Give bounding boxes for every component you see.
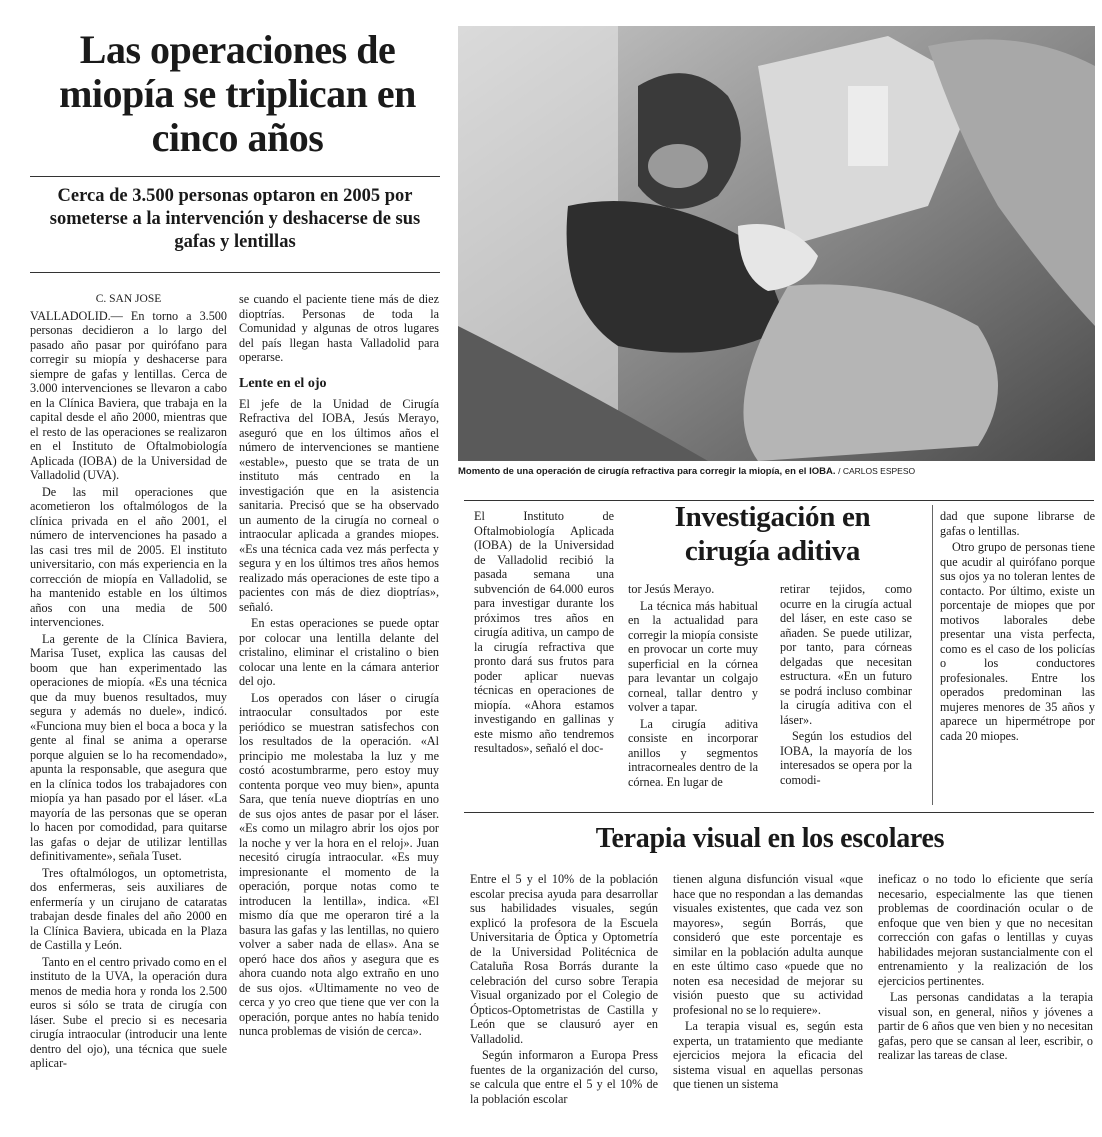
paragraph: La gerente de la Clínica Baviera, Marisa Tuset, explica las causas del boom que han experimentado las operaciones de miopía. «Es una técnica que da muy buenos resultados, muy segura y además no duele», indicó. «Funciona muy bien el boca a boca y la gente al final se anima a operarse porque alguien se lo ha recomendado», apunta la responsable, que asegura que en la clínica todos los trabajadores con miopía ya han pasado por el láser. «La mayoría de las personas que se operan lo hacen por comodidad, para quitarse las gafas o dejar de utilizar lentillas definitivamente», señala Tuset. [30, 631, 227, 863]
investigacion-headline: Investigación en cirugía aditiva [674, 501, 871, 567]
paragraph: Los operados con láser o cirugía intraocular consultados por este periódico se muestran satisfechos con los resultados de la operación. «Al principio me molestaba la luz y me costó acostumbrarme, pero estoy muy contenta porque veo muy bien», apunta Sara, que tenía nueve dioptrías en uno de sus ojos antes de pasar por el láser. «Es como un milagro abrir los ojos por la noche y ver la hora en el reloj». Juan necesitó cirugía intraocular. «Es muy impresionante el momento de la operación, porque notas como te introducen la lentilla», indica. «El mismo día que me operaron tiré a la basura las gafas y las lentillas, no quiero volver a saber nada de ellas». Ana se operó hace dos años y asegura que es ahora cuando nota algo extraño en uno de sus ojos. «Ultimamente no veo de cerca y yo creo que tiene que ver con la operación, porque antes no había tenido nunca problemas de visión de cerca». [239, 690, 439, 1038]
paragraph: La técnica más habitual en la actualidad para corregir la miopía consiste en provocar un corte muy superficial en la córnea para levantar un colgajo corneal, tallar dentro y volver a tapar. [628, 598, 758, 714]
terapia-column-1 [470, 872, 658, 1108]
paragraph: Otro grupo de personas tiene que acudir al quirófano porque sus ojos ya no toleran lentes de contacto. Por último, existe un porcentaje de miopes que por motivos laborales debe presentar una vista perfecta, como es el caso de los policías o los conductores profesionales. Entre los operados predominan las mujeres menores de 35 años y aparece un hipermétrope por cada 20 miopes. [940, 540, 1095, 743]
main-headline: Las operaciones de miopía se triplican en cinco años [59, 27, 416, 160]
surgery-photo [458, 26, 1095, 461]
subheadline-divider [30, 272, 440, 273]
paragraph: Tres oftalmólogos, un optometrista, dos enfermeras, seis auxiliares de enfermería y un cirujano de cataratas trabajan desde finales del año 2000 en la Clínica Baviera, ubicada en la Plaza de Castilla y León. [30, 865, 227, 952]
paragraph: De las mil operaciones que acometieron los oftalmólogos de la clínica privada en el año 2001, el número de intervenciones ha pasado a las casi tres mil de 2005. El instituto universitario, con más experiencia en la corrección de miopía en Valladolid, se ha mantenido estable en los últimos años con una media de 500 intervenciones. [30, 484, 227, 629]
paragraph: Según los estudios del IOBA, la mayoría de los interesados se opera por la comodi- [780, 729, 912, 787]
surgery-photo-illustration [458, 26, 1095, 461]
section-subtitle: Lente en el ojo [239, 375, 327, 391]
terapia-headline: Terapia visual en los escolares [595, 823, 945, 854]
paragraph: En estas operaciones se puede optar por colocar una lentilla delante del cristalino, eliminar el cristalino o bien colocar una lente en la cámara anterior del ojo. [239, 616, 439, 688]
main-subheadline: Cerca de 3.500 personas optaron en 2005 por someterse a la intervención y deshacerse de sus gafas y lentillas [49, 186, 421, 252]
paragraph: Entre el 5 y el 10% de la población escolar precisa ayuda para desarrollar sus habilidades visuales, según explicó la profesora de la Escuela Universitaria de Óptica y Optometría de la Universidad Politécnica de Cataluña Rosa Borrás durante la celebración del curso sobre Terapia Visual organizado por el Colegio de Ópticos-Optometristas de Castilla y León que se clausuró ayer en Valladolid. [470, 872, 658, 1046]
byline: C. SAN JOSE [95, 293, 162, 305]
paragraph: Las personas candidatas a la terapia visual son, en general, niños y jóvenes a partir de 6 años que ven bien y no necesitan gafas, pero que se cansan al leer, escribir, o realizar las tareas de clase. [878, 990, 1093, 1062]
terapia-column-3 [878, 872, 1093, 1065]
paragraph: VALLADOLID.— En torno a 3.500 personas decidieron a lo largo del pasado año pasar por quirófano para corregir su miopía y deshacerse para siempre de gafas y lentillas. Cerca de 3.000 intervenciones se llevaron a cabo en la Clínica Baviera, que trabaja en la capital desde el año 2000, mientras que el resto de las operaciones se realizaron en el Instituto de Oftalmobiología Aplicada (IOBA) de la Universidad de Valladolid (UVA). [30, 308, 227, 482]
investigacion-column-1 [474, 509, 614, 758]
paragraph: retirar tejidos, como ocurre en la cirugía actual del láser, en este caso se añaden. Se puede utilizar, por tanto, para córneas delgadas que necesitan estructura. «En un futuro se podrá incluso combinar la cirugía aditiva con el láser». [780, 582, 912, 727]
section-divider [464, 812, 1094, 813]
main-article-column-2 [239, 292, 439, 1041]
paragraph: La cirugía aditiva consiste en incorporar anillos y segmentos intracorneales dentro de la córnea. En lugar de [628, 716, 758, 789]
paragraph: Tanto en el centro privado como en el instituto de la UVA, la operación dura menos de media hora y ronda los 2.500 euros si sólo se trata de cirugía con láser. Sube el precio si es necesaria cirugía intraocular (introducir una lente dentro del ojo), una técnica que suele aplicar- [30, 954, 227, 1070]
investigacion-column-4 [940, 509, 1095, 745]
paragraph: tienen alguna disfunción visual «que hace que no respondan a las demandas visuales existentes, que cada vez son mayores», según Borrás, que consideró que este porcentaje es similar en la población adulta aunque en este último caso «puede que no noten esa necesidad de mejorar su visión puesto que su actividad profesional no se lo requiere». [673, 872, 863, 1017]
terapia-column-2 [673, 872, 863, 1094]
paragraph: ineficaz o no todo lo eficiente que sería necesario, especialmente las que tienen problemas de coordinación ocular o de enfoque que ven bien y que no necesitan corrección con gafas o lentillas y cuyas habilidades mejoran sustancialmente con el entrenamiento y la realización de los ejercicios pertinentes. [878, 872, 1093, 988]
caption-text: Momento de una operación de cirugía refractiva para corregir la miopía, en el IOBA. [458, 466, 836, 477]
paragraph: se cuando el paciente tiene más de diez dioptrías. Personas de toda la Comunidad y algunas de otros lugares del país llegan hasta Valladolid para operarse. [239, 292, 439, 364]
paragraph: La terapia visual es, según esta experta, un tratamiento que mediante ejercicios mejora la eficacia del sistema visual en aquellas personas que tienen un sistema [673, 1019, 863, 1091]
investigacion-column-2 [628, 582, 758, 791]
investigacion-column-3 [780, 582, 912, 789]
paragraph: El jefe de la Unidad de Cirugía Refractiva del IOBA, Jesús Merayo, aseguró que en los últimos años el número de intervenciones se mantiene «estable», puesto que se trata de un instituto más centrado en la investigación que en la asistencia sanitaria. Precisó que se ha observado un aumento de la cirugía no corneal o intraocular aplicada a grandes miopes. «Es una técnica cada vez más perfecta y segura y en los últimos tres años hemos realizado más operaciones de este tipo a pacientes con más de diez dioptrías», señaló. [239, 396, 439, 614]
main-article-column-1 [30, 292, 227, 1073]
photo-credit: / CARLOS ESPESO [838, 466, 916, 476]
paragraph: dad que supone librarse de gafas o lentillas. [940, 509, 1095, 538]
photo-caption [458, 465, 1095, 478]
column-rule [932, 505, 933, 805]
headline-divider [30, 176, 440, 177]
paragraph: El Instituto de Oftalmobiología Aplicada (IOBA) de la Universidad de Valladolid recibió la pasada semana una subvención de 64.000 euros para investigar durante los próximos tres años en cirugía aditiva, un campo de la cirugía refractiva que pronto dará sus frutos para poder aplicar nuevas técnicas en operaciones de miopía. «Ahora estamos investigando en gallinas y este mismo año tendremos resultados», señaló el doc- [474, 509, 614, 755]
paragraph: Según informaron a Europa Press fuentes de la organización del curso, se calcula que entre el 5 y el 10% de la población escolar [470, 1048, 658, 1106]
paragraph: tor Jesús Merayo. [628, 582, 715, 596]
